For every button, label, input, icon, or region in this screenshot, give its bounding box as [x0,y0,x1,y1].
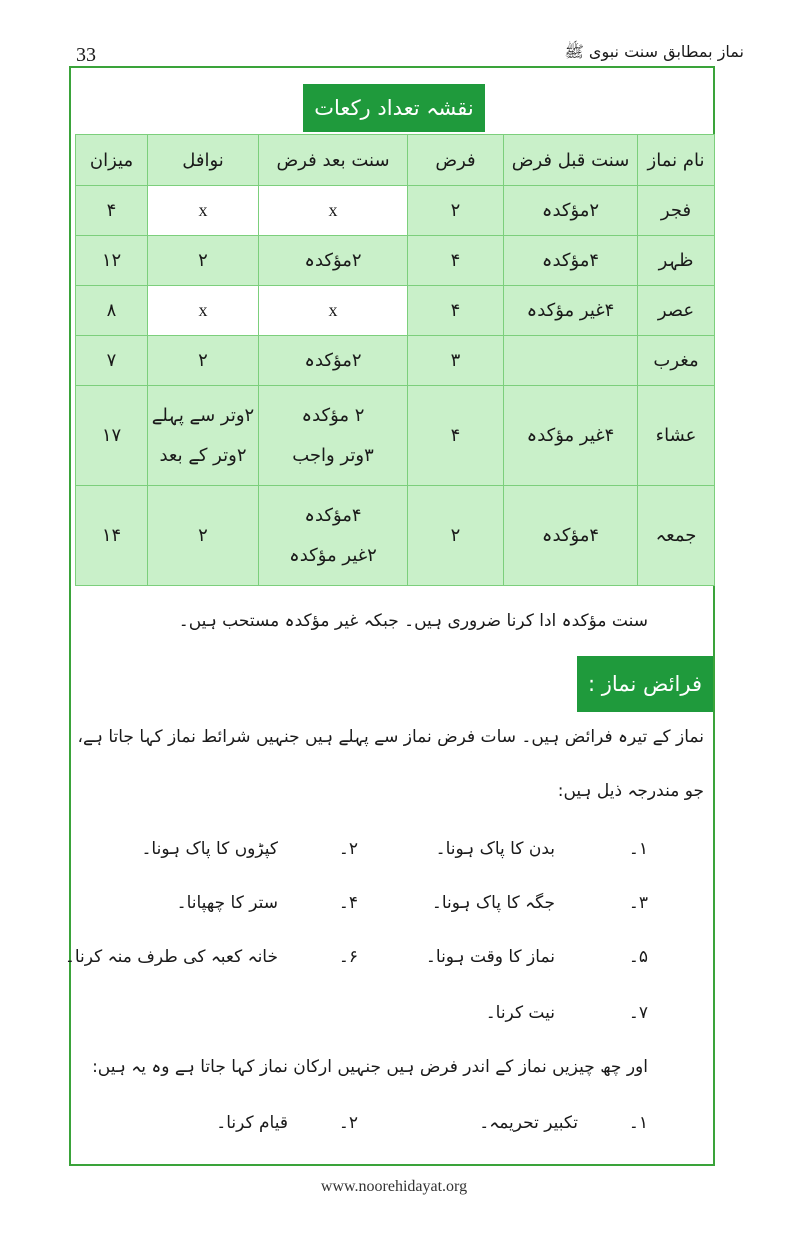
header-cell: فرض [408,135,504,186]
paragraph-line: نماز کے تیرہ فرائض ہیں۔ سات فرض نماز سے پہلے ہیں جنہیں شرائط نماز کہا جاتا ہے، [77,727,704,747]
list-item: تکبیر تحریمہ۔ [479,1113,578,1133]
cell: ۷ [76,336,148,386]
cell [504,336,638,386]
cell: ۲مؤکدہ [504,186,638,236]
list-item: جگہ کا پاک ہونا۔ [431,893,555,913]
rakat-table [75,134,715,586]
cell-line: ۲ مؤکدہ [301,404,365,426]
table-row [76,486,715,586]
cell-line: ۲غیر مؤکدہ [289,544,377,566]
cell [259,386,408,486]
cell: ۴غیر مؤکدہ [504,386,638,486]
table-title: نقشہ تعداد رکعات [303,84,485,132]
cell: x [259,286,408,336]
list-number: ۱۔ [628,839,648,859]
cell: ۲ [148,336,259,386]
cell: ۴ [408,236,504,286]
table-row [76,236,715,286]
running-title: نماز بمطابق سنت نبوی ﷺ [564,42,744,61]
list-number: ۶۔ [338,947,358,967]
cell: x [148,286,259,336]
list-item: خانہ کعبہ کی طرف منہ کرنا۔ [64,947,278,967]
prayer-name: فجر [638,186,715,236]
list-number: ۱۔ [628,1113,648,1133]
cell: ۱۲ [76,236,148,286]
header-cell: سنت بعد فرض [259,135,408,186]
cell: x [259,186,408,236]
list-item: بدن کا پاک ہونا۔ [435,839,555,859]
footer-url: www.noorehidayat.org [320,1178,468,1195]
note-text: سنت مؤکدہ ادا کرنا ضروری ہیں۔ جبکہ غیر مؤکدہ مستحب ہیں۔ [178,611,648,631]
cell: ۳ [408,336,504,386]
list-number: ۷۔ [628,1003,648,1023]
header-cell: نوافل [148,135,259,186]
cell: ۸ [76,286,148,336]
cell: ۱۷ [76,386,148,486]
cell: ۴ [408,386,504,486]
list-number: ۴۔ [338,893,358,913]
cell-line: ۴مؤکدہ [304,504,362,526]
list-item: کپڑوں کا پاک ہونا۔ [141,839,278,859]
table-header-row [76,135,715,186]
cell-line: ۲وتر سے پہلے [151,404,255,426]
paragraph-line: اور چھ چیزیں نماز کے اندر فرض ہیں جنہیں ارکان نماز کہا جاتا ہے وہ یہ ہیں: [92,1057,648,1077]
cell: ۲ [408,186,504,236]
prayer-name: مغرب [638,336,715,386]
table-row [76,186,715,236]
section-title: فرائض نماز : [577,656,713,712]
list-number: ۵۔ [628,947,648,967]
cell: ۲ [408,486,504,586]
header-cell: سنت قبل فرض [504,135,638,186]
table-row [76,386,715,486]
cell: ۴مؤکدہ [504,236,638,286]
cell: ۴غیر مؤکدہ [504,286,638,336]
cell: ۲ [148,486,259,586]
list-item: قیام کرنا۔ [216,1113,288,1133]
prayer-name: جمعہ [638,486,715,586]
page-number: 33 [76,44,96,66]
list-number: ۳۔ [628,893,648,913]
list-number: ۲۔ [338,839,358,859]
cell: ۲ [148,236,259,286]
cell: ۴ [408,286,504,336]
cell [148,386,259,486]
cell: ۱۴ [76,486,148,586]
paragraph-line: جو مندرجہ ذیل ہیں: [557,781,704,801]
prayer-name: عشاء [638,386,715,486]
prayer-name: ظہر [638,236,715,286]
cell [259,486,408,586]
prayer-name: عصر [638,286,715,336]
header-cell: نام نماز [638,135,715,186]
cell: x [148,186,259,236]
cell-line: ۲وتر کے بعد [159,444,247,466]
cell: ۴ [76,186,148,236]
cell: ۴مؤکدہ [504,486,638,586]
table-row [76,286,715,336]
list-item: نماز کا وقت ہونا۔ [425,947,555,967]
cell-line: ۳وتر واجب [292,444,374,466]
list-number: ۲۔ [338,1113,358,1133]
cell: ۲مؤکدہ [259,336,408,386]
table-row [76,336,715,386]
list-item: نیت کرنا۔ [485,1003,555,1023]
header-cell: میزان [76,135,148,186]
cell: ۲مؤکدہ [259,236,408,286]
list-item: ستر کا چھپانا۔ [176,893,278,913]
